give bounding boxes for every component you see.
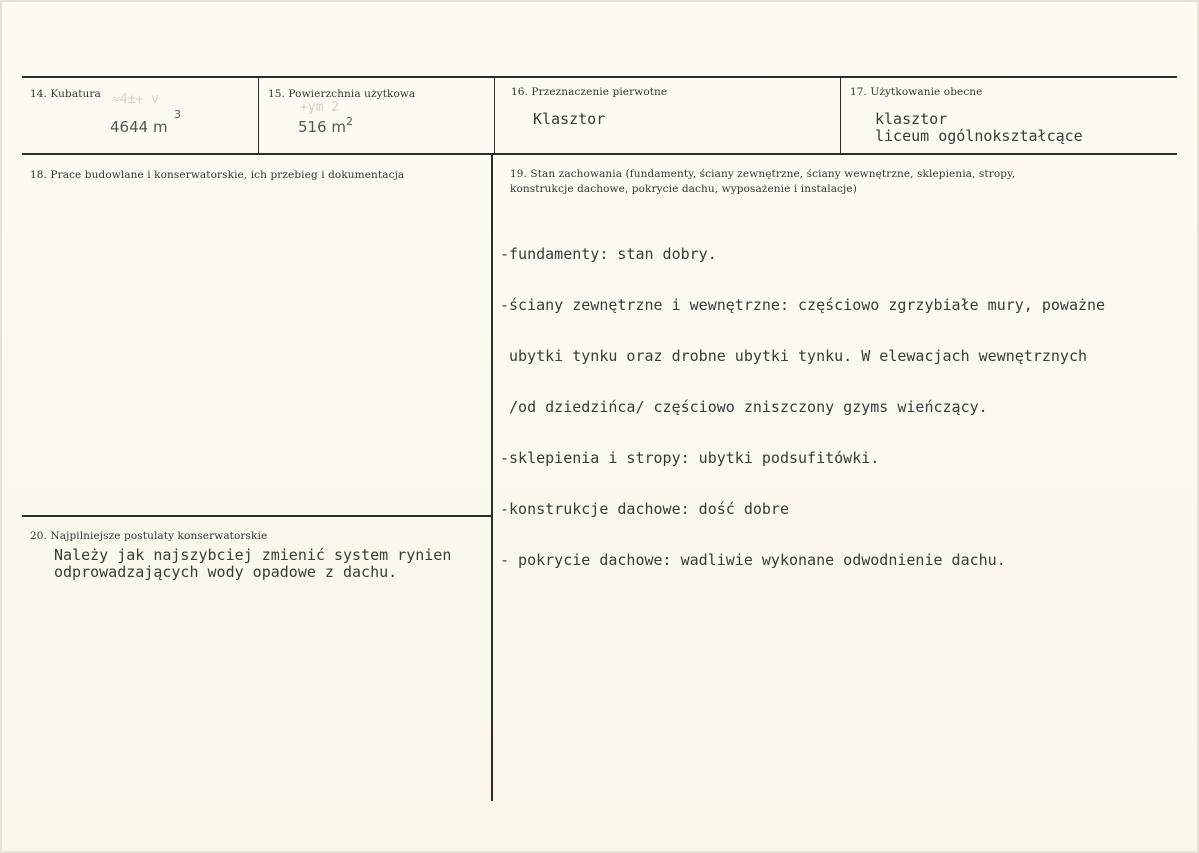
divider-14-15 [258,77,259,154]
stan-line-4: /od dziedzińca/ częściowo zniszczony gzyms wieńczący. [500,398,988,416]
stan-line-2: -ściany zewnętrzne i wewnętrzne: częściowo zgrzybiałe mury, poważne [500,296,1106,314]
stan-line-7: - pokrycie dachowe: wadliwie wykonane odwodnienie dachu. [500,551,1006,569]
powierzchnia-value [298,115,354,136]
uzytkowanie-label: 17. Użytkowanie obecne [850,86,983,98]
divider-main [491,154,493,801]
postulaty-line-2: odprowadzających wody opadowe z dachu. [54,563,398,581]
stan-line-5: -sklepienia i stropy: ubytki podsufitówki. [500,449,880,467]
przeznaczenie-label: 16. Przeznaczenie pierwotne [511,86,668,98]
postulaty-label: 20. Najpilniejsze postulaty konserwatorskie [30,530,268,542]
powierzchnia-number: 516 m [298,118,347,136]
header-bottom-rule [22,153,1177,155]
stan-line-6: -konstrukcje dachowe: dość dobre [500,500,789,518]
kubatura-unit-exponent: 3 [174,108,181,121]
uzytkowanie-line-1: klasztor [875,110,948,128]
powierzchnia-ghost-text: +ym 2 [300,100,340,115]
stan-line-1: -fundamenty: stan dobry. [500,245,717,263]
kubatura-label: 14. Kubatura [30,88,101,100]
top-rule [22,76,1177,78]
przeznaczenie-value: Klasztor [533,110,606,128]
kubatura-value [110,108,181,136]
stan-label-line-2: konstrukcje dachowe, pokrycie dachu, wyposażenie i instalacje) [510,183,857,195]
stan-text [500,212,1105,603]
prace-label: 18. Prace budowlane i konserwatorskie, ich przebieg i dokumentacja [30,169,405,181]
section-20-top-rule [22,515,491,517]
stan-label-line-1: 19. Stan zachowania (fundamenty, ściany zewnętrzne, ściany wewnętrzne, sklepienia, stropy, [510,168,1016,180]
kubatura-number: 4644 m [110,118,168,136]
kubatura-ghost-text: ≈4±+ v [112,92,159,107]
powierzchnia-label: 15. Powierzchnia użytkowa [268,88,416,100]
divider-15-16 [494,77,495,154]
powierzchnia-unit-exponent: 2 [346,115,354,128]
divider-16-17 [840,77,841,154]
postulaty-line-1: Należy jak najszybciej zmienić system rynien [54,546,452,564]
uzytkowanie-line-2: liceum ogólnokształcące [875,127,1083,145]
stan-line-3: ubytki tynku oraz drobne ubytki tynku. W elewacjach wewnętrznych [500,347,1087,365]
